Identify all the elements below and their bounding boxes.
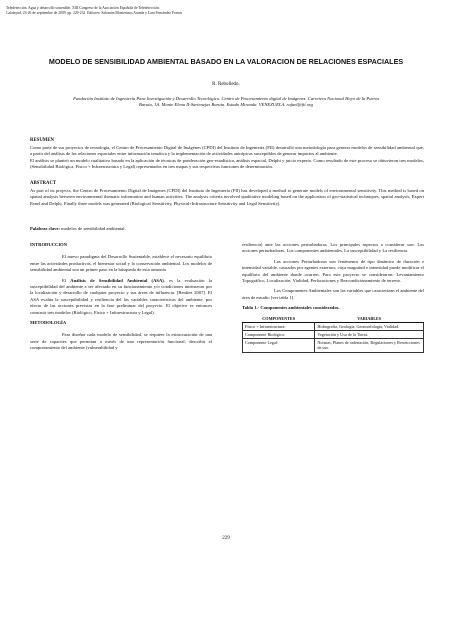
table-cell: Componente Legal: <box>243 339 315 352</box>
table-caption: Tabla 1.- Componentes ambientales considerados. <box>242 305 340 311</box>
methodology-paragraph: Para diseñar cada modelo de sensibilidad, se requiere la estructuración de una serie de capacites que permitan a través de una representación funcional, describir el comportamiento del ambiente (vulnerabilidad y <box>30 332 212 351</box>
right-paragraph-2: Las acciones Perturbadoras son fenómenos de tipo dinámico de duración e intensidad variable, causados por agentes externos; cuya magnitud e intensidad puede modificar el equilibrio del ambiente donde ocurren. Para este proyecto se consideraron: Levantamiento Topográfico, Localización, Vialidad, Perforaciones y Reacondicionamiento de terreno. <box>242 258 424 284</box>
resumen-paragraph-1: Como parte de sus proyectos de tecnología, el Centro de Procesamiento Digital de Imágenes (CPDI) del Instituto de Ingeniería (FII) desarrolló una metodología para generar modelos de sensibilidad ambiental que, a partir del análisis de las relaciones espaciales entre información temática y la implementación de actividades antrópicas susceptibles de generar impactos al ambiente. <box>30 145 424 157</box>
left-column <box>30 242 212 356</box>
table-cell: Normas, Planes de ordenación, Regulaciones y Restricciones de uso. <box>315 339 424 352</box>
table-header-row <box>243 316 424 323</box>
table-cell: Hidrografía, Geología, Geomorfología, Vialidad. <box>315 322 424 330</box>
running-header <box>6 6 446 16</box>
page-number: 229 <box>222 536 230 541</box>
components-table <box>242 316 424 353</box>
asa-prefix: El <box>62 277 71 283</box>
table-row <box>243 322 424 330</box>
table-row <box>243 339 424 352</box>
right-paragraph-1: resiliencia) ante las acciones perturbadoras. Los principales aspectos a considerar son: Las acciones perturbadoras, Los componentes ambientales, La susceptibilidad y La resiliencia. <box>242 242 424 254</box>
table-row <box>243 331 424 339</box>
resumen-paragraph-2: El análisis se planteó un modelo cualitativo basado en la aplicación de técnicas de ponderación geo-estadística, análisis espacial, Delphi y juicio experto. Como resultado de este proceso se obtuvieron tres modelos, (Sensibilidad Biológica, Físico + Infraestructura y Legal) representados en tres mapas y sus respectivas funciones de determinación. <box>30 157 424 170</box>
table-cell: Físico + Infraestructura: <box>243 322 315 330</box>
table-cell: Componente Biológico: <box>243 331 315 339</box>
paper-title: MODELO DE SENSIBILIDAD AMBIENTAL BASADO EN LA VALORACION DE RELACIONES ESPACIALES <box>48 57 404 66</box>
header-line-2: Calatayud, 23-26 de septiembre de 2009. pp. 229-232. Editores: Salomón Montesinos Aranda y Lara Fernández Fornos <box>6 11 183 15</box>
abstract-body: As part of its projects, the Centro de Procesamiento Digital de Imágenes (CPDI) del Instituto de Ingeniería (FII) has developed a method to generate models of environmental sensitivity. This method is based on spatial analysis between environmental thematic information and human activities. The analysis criteria involved qualitative modeling based on the application of geo-statistical techniques, spatial analysis, Expert Panel and Delphi. Finally three models was generated (Biological Sensitivity, Physical+Infrastructure Sensitivity and Legal Sensitivity). <box>30 188 424 206</box>
resumen-heading: RESUMEN <box>30 138 54 143</box>
intro-heading: INTRODUCCION <box>30 242 68 247</box>
author: R. Rebolledo. <box>212 82 240 87</box>
asa-paragraph <box>30 278 212 316</box>
affiliation: Fundación Instituto de Ingeniería Para Investigación y Desarrollo Tecnológico. Centro de Procesamiento digital de Imágenes. Carretera Nacional Hoyo de la Puerta Baruta, 1A. Monte Elena II-Sartenejas Baruta. Estado Miranda. VENEZUELA. rafael@fii.org <box>73 96 379 108</box>
table-header-components: COMPONENTES <box>243 316 315 323</box>
keywords-label: Palabras clave: <box>30 226 60 231</box>
keywords-text: modelos de sensibilidad ambiental. <box>59 226 126 231</box>
asa-term: Análisis de Sensibilidad Ambiental (ASA) <box>70 277 164 283</box>
header-line-1: Teledetección. Agua y desarrollo sostenible. XIII Congreso de la Asociación Española de Teledetección. <box>6 6 160 10</box>
intro-paragraph: El nuevo paradigma del Desarrollo Sustentable, establece el necesario equilibrio entre las actividades productivas, el bienestar social y la conservación ambiental. Los modelos de sensibilidad ambiental son un primer paso en la búsqueda de esta armonía <box>30 254 212 273</box>
right-paragraph-3: Los Componentes Ambientales son las variables que caracterizan el ambiente del área de estudio [ver tabla 1]. <box>242 288 424 300</box>
abstract-heading: ABSTRACT <box>30 181 57 186</box>
table-cell: Vegetación y Uso de la Tierra. <box>315 331 424 339</box>
methodology-heading: METODOLOGÍA <box>30 320 67 326</box>
keywords <box>30 226 424 232</box>
table-header-variables: VARIABLES <box>315 316 424 323</box>
right-column <box>242 242 424 353</box>
resumen-body <box>30 145 424 171</box>
asa-text: , es la evaluación la susceptibilidad del ambiente a ser afectado en su funcionamiento y/o condiciones intrínsecas por la localización y desarrollo de cualquier proyecto y sus áreas de influencia. [Benítez 2007]. El ASA evalúa la susceptibilidad y resiliencia del las variables características del ambiente, por efecto de las acciones previstas en la fase preliminar del proyecto. El objetivo es entonces construir tres modelos (Biológico, Físico + Infraestructura y Legal). <box>30 277 212 315</box>
